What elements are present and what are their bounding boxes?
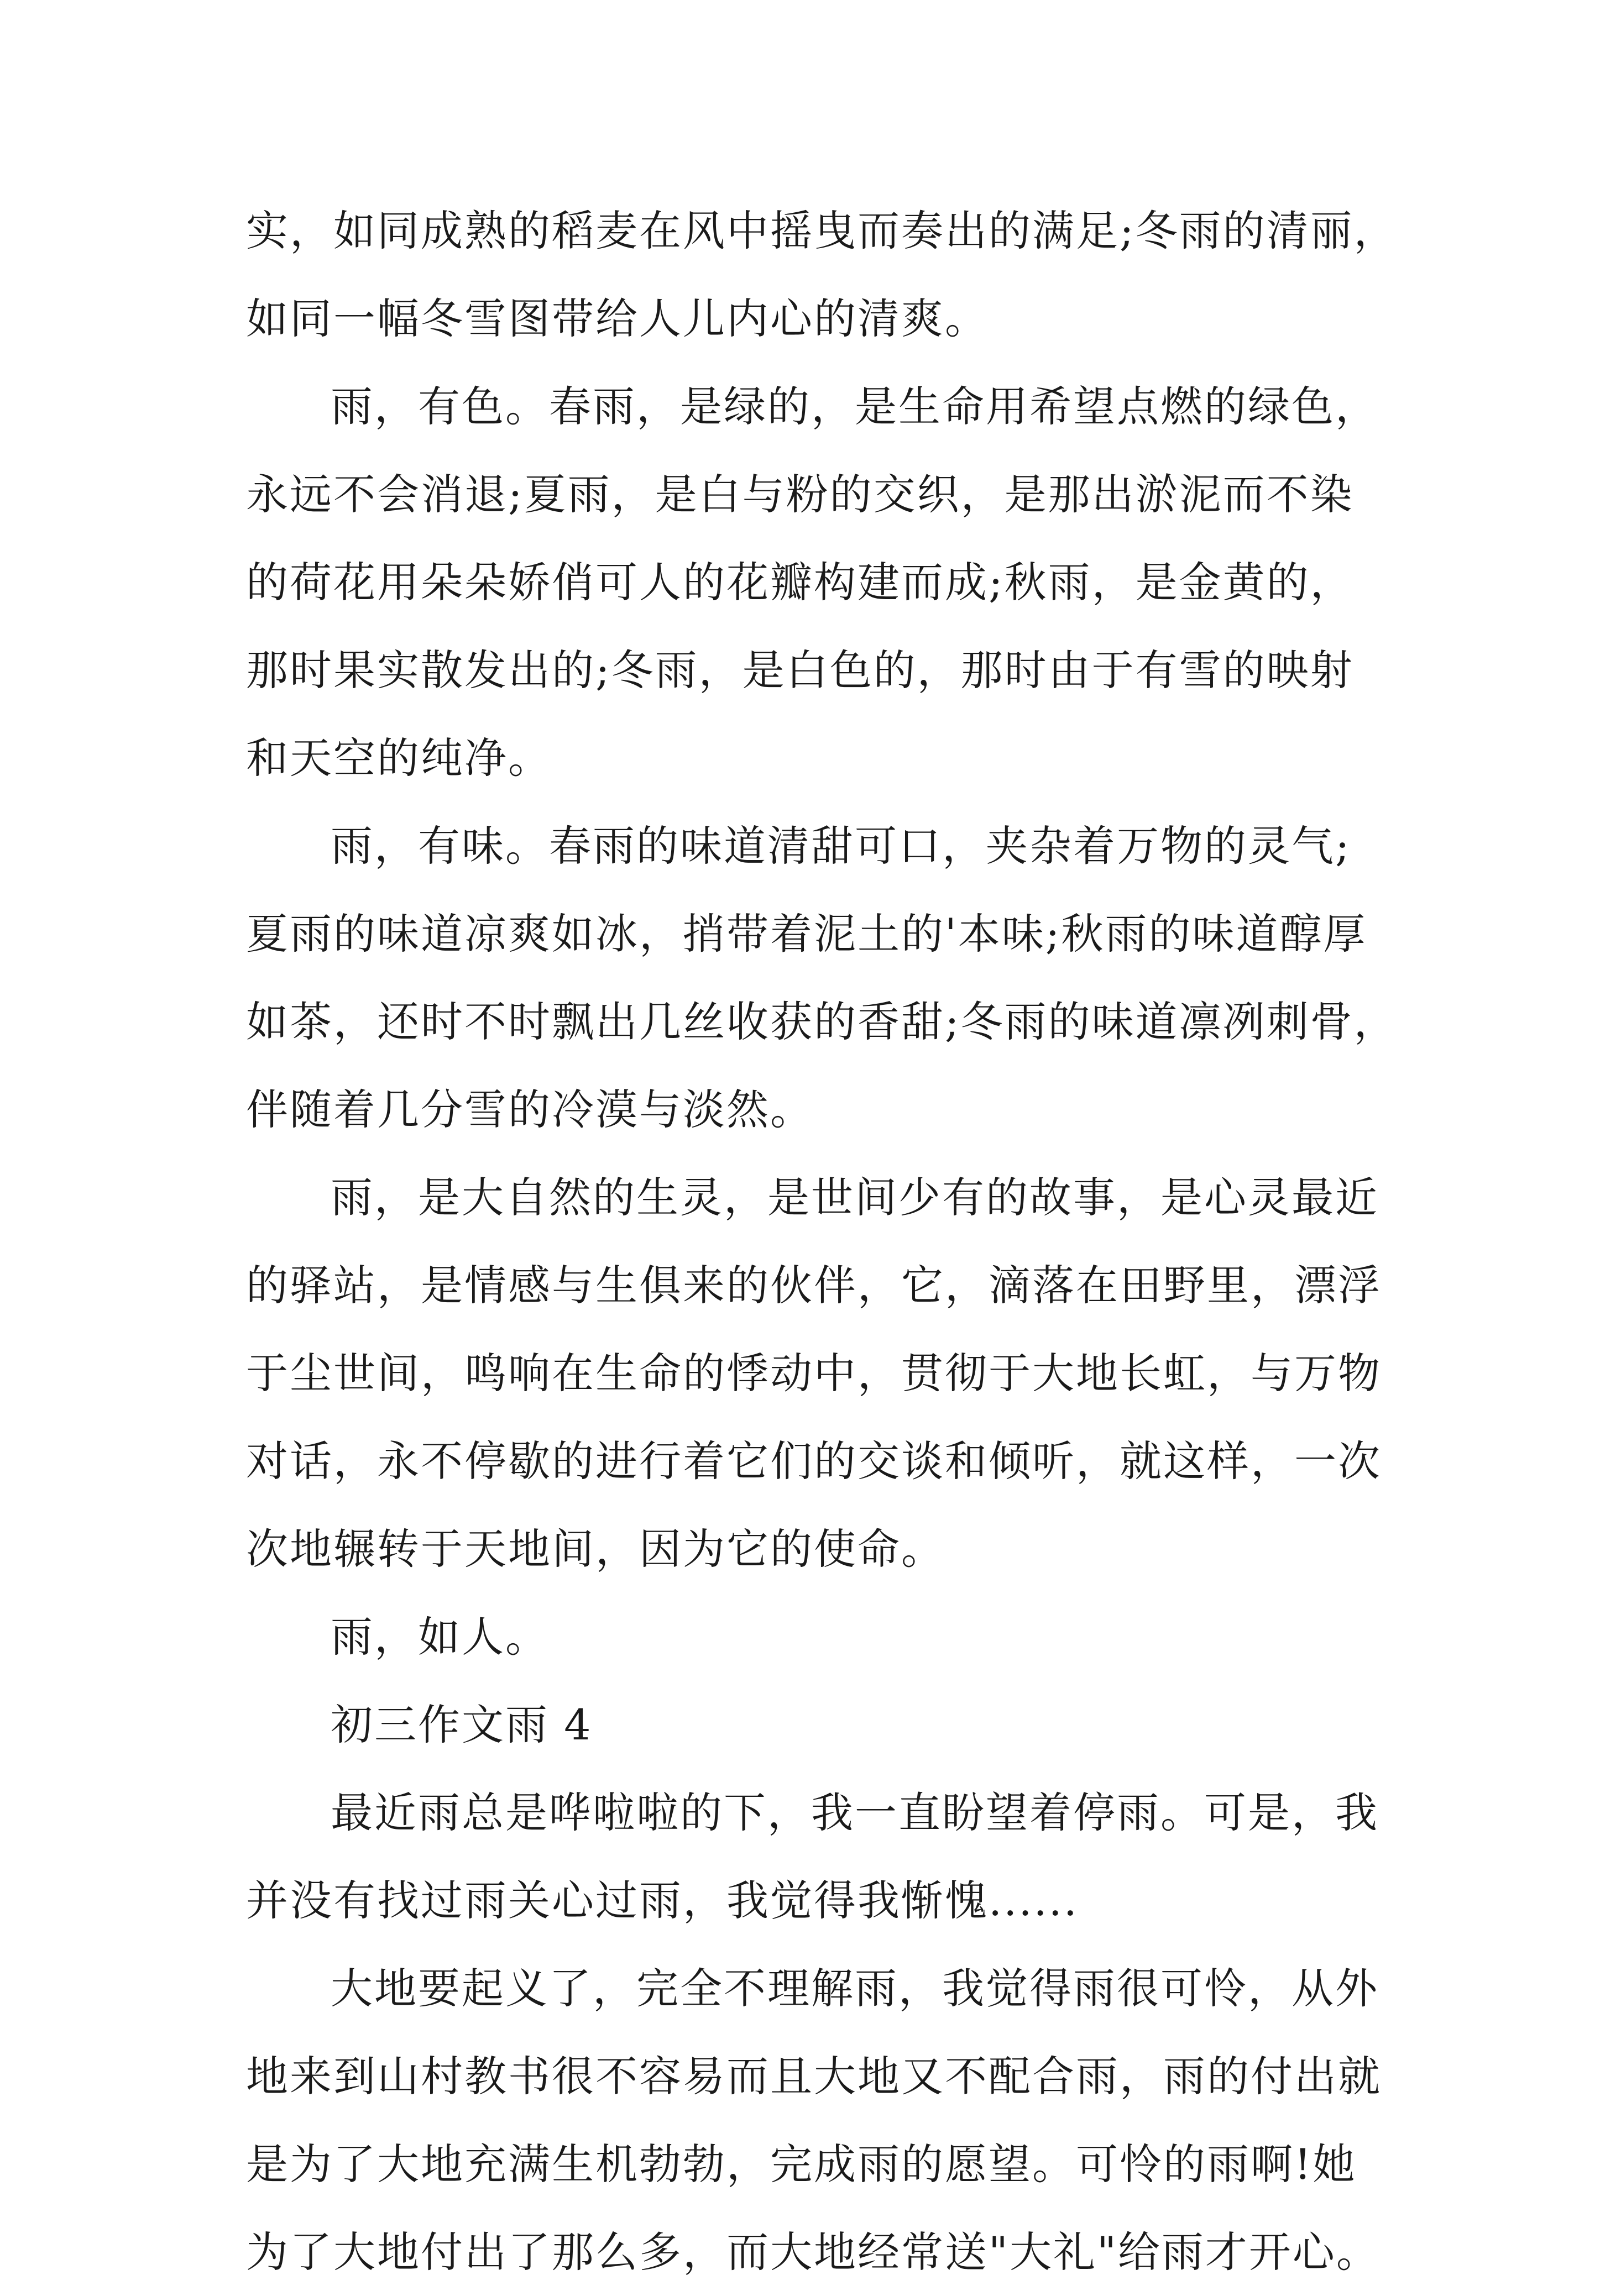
text-line: 伴随着几分雪的冷漠与淡然。 xyxy=(246,1085,814,1134)
text-line: 雨，有色。春雨，是绿的，是生命用希望点燃的绿色， xyxy=(331,382,1379,431)
text-line: 如茶，还时不时飘出几丝收获的香甜;冬雨的味道凛冽刺骨， xyxy=(246,997,1398,1046)
text-line: 对话，永不停歇的进行着它们的交谈和倾听，就这样，一次 xyxy=(246,1437,1382,1486)
text-line: 大地要起义了，完全不理解雨，我觉得雨很可怜，从外 xyxy=(331,1964,1379,2013)
text-line: 和天空的纯净。 xyxy=(246,733,552,783)
text-line: 雨，如人。 xyxy=(331,1612,549,1661)
text-line: 的驿站，是情感与生俱来的伙伴，它，滴落在田野里，漂浮 xyxy=(246,1261,1382,1310)
text-line: 地来到山村教书很不容易而且大地又不配合雨，雨的付出就 xyxy=(246,2052,1382,2101)
text-line: 最近雨总是哗啦啦的下，我一直盼望着停雨。可是，我 xyxy=(331,1788,1379,1837)
text-line: 永远不会消退;夏雨，是白与粉的交织，是那出淤泥而不染 xyxy=(246,470,1354,519)
text-line: 如同一幅冬雪图带给人儿内心的清爽。 xyxy=(246,294,989,343)
text-line: 是为了大地充满生机勃勃，完成雨的愿望。可怜的雨啊!她 xyxy=(246,2140,1357,2189)
text-line: 次地辗转于天地间，因为它的使命。 xyxy=(246,1524,945,1574)
text-line: 雨，有味。春雨的味道清甜可口，夹杂着万物的灵气; xyxy=(331,821,1351,871)
text-line: 实，如同成熟的稻麦在风中摇曳而奏出的满足;冬雨的清丽， xyxy=(246,206,1398,255)
text-line: 雨，是大自然的生灵，是世间少有的故事，是心灵最近 xyxy=(331,1173,1379,1222)
text-line: 的荷花用朵朵娇俏可人的花瓣构建而成;秋雨，是金黄的， xyxy=(246,558,1354,607)
text-line: 于尘世间，鸣响在生命的悸动中，贯彻于大地长虹，与万物 xyxy=(246,1349,1382,1398)
text-line: 为了大地付出了那么多，而大地经常送"大礼"给雨才开心。 xyxy=(246,2227,1380,2277)
text-line: 夏雨的味道凉爽如冰，捎带着泥土的'本味;秋雨的味道醇厚 xyxy=(246,909,1367,958)
document-body xyxy=(246,187,1398,2296)
text-line: 并没有找过雨关心过雨，我觉得我惭愧...... xyxy=(246,1876,1079,1925)
text-line: 那时果实散发出的;冬雨，是白色的，那时由于有雪的映射 xyxy=(246,646,1354,695)
text-line: 初三作文雨 4 xyxy=(331,1700,593,1749)
